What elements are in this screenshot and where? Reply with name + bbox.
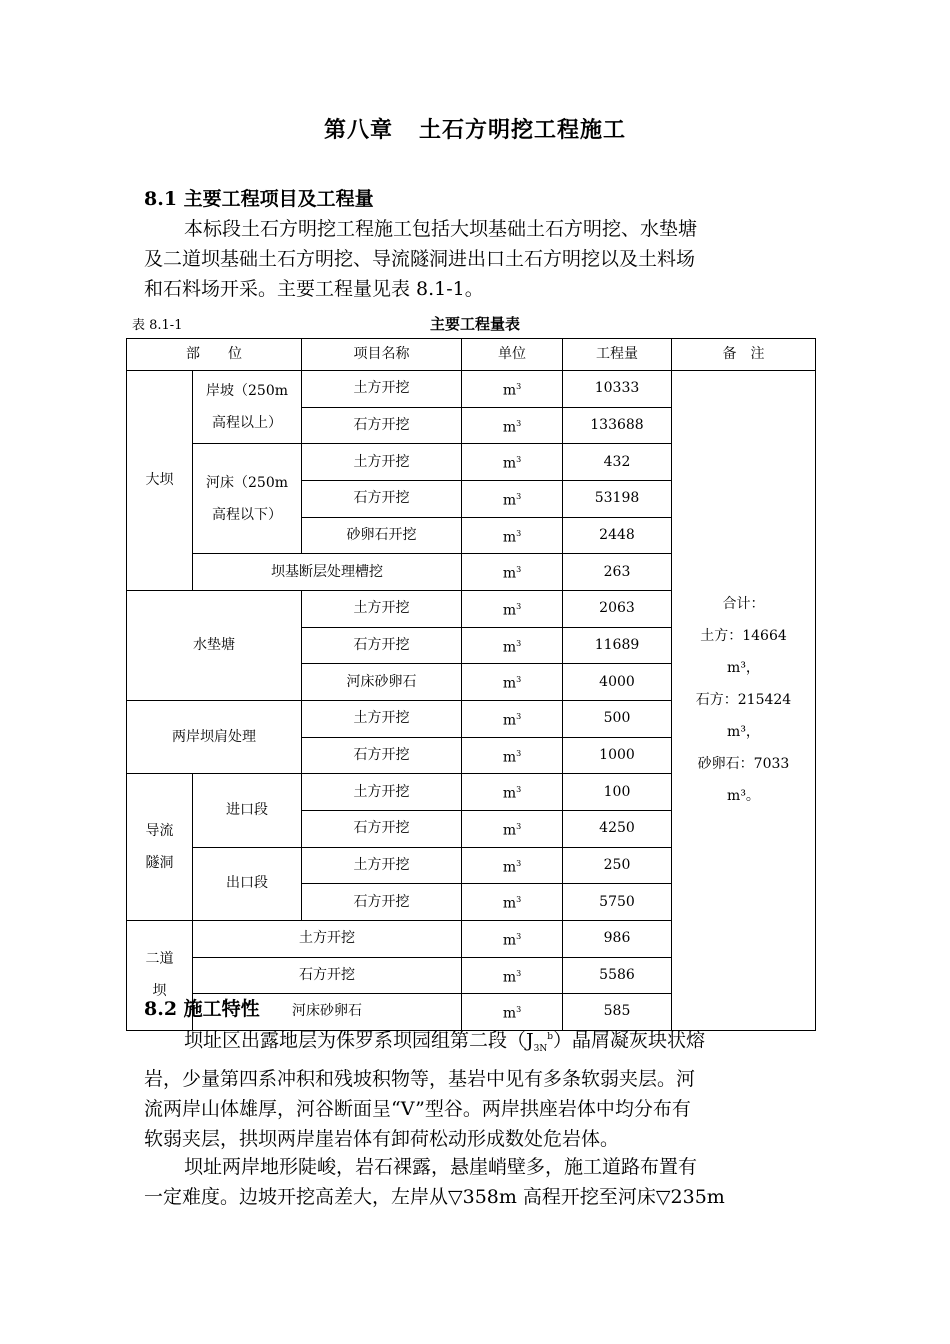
quantity-cell: 53198 (563, 480, 672, 517)
unit-cell (462, 884, 563, 921)
unit-sup: 3 (516, 491, 522, 501)
item-cell: 土方开挖 (302, 847, 462, 884)
header-cell: 工程量 (563, 339, 672, 371)
group-line: 二道 (145, 951, 174, 968)
unit-sup: 3 (516, 821, 522, 831)
unit-text: m (502, 565, 517, 582)
chapter-title (0, 113, 950, 144)
quantity-cell: 432 (563, 444, 672, 481)
unit-cell (462, 920, 563, 957)
unit-sup: 3 (516, 528, 522, 538)
unit-text: m (502, 932, 517, 949)
item-cell: 石方开挖 (302, 884, 462, 921)
header-cell: 单位 (462, 339, 563, 371)
item-cell: 土方开挖 (302, 590, 462, 627)
quantity-cell: 4000 (563, 664, 672, 701)
unit-cell (462, 371, 563, 408)
unit-text: m (502, 749, 517, 766)
unit-sup: 3 (516, 931, 522, 941)
quantity-cell: 500 (563, 700, 672, 737)
group-line: 坝 (152, 983, 167, 1000)
item-cell: 石方开挖 (302, 810, 462, 847)
item-cell: 石方开挖 (193, 957, 462, 994)
unit-cell (462, 700, 563, 737)
group-cell: 水垫塘 (127, 590, 302, 700)
paragraph-line: 一定难度。边坡开挖高差大，左岸从▽358m 高程开挖至河床▽235m (144, 1186, 725, 1208)
unit-sup: 3 (516, 895, 522, 905)
unit-sup: 3 (516, 968, 522, 978)
table-header-row (127, 339, 816, 371)
unit-cell (462, 737, 563, 774)
item-cell: 坝基断层处理槽挖 (193, 554, 462, 591)
section-8-2-heading: 8.2 施工特性 (144, 998, 260, 1020)
subgroup-line: 河床（250m (206, 474, 288, 491)
subgroup-line: 高程以下） (212, 506, 282, 523)
item-cell: 石方开挖 (302, 737, 462, 774)
quantity-table (126, 338, 816, 1031)
quantity-cell: 11689 (563, 627, 672, 664)
item-cell: 土方开挖 (193, 920, 462, 957)
quantity-cell: 5750 (563, 884, 672, 921)
quantity-cell: 5586 (563, 957, 672, 994)
remark-line: m³， (727, 724, 760, 741)
unit-text: m (502, 969, 517, 986)
quantity-cell: 133688 (563, 407, 672, 444)
unit-cell (462, 444, 563, 481)
item-cell: 石方开挖 (302, 627, 462, 664)
remark-line: m³。 (727, 788, 760, 805)
subgroup-cell: 出口段 (193, 847, 302, 920)
section-8-1-heading: 8.1 主要工程项目及工程量 (144, 188, 374, 210)
quantity-cell: 100 (563, 774, 672, 811)
item-cell: 土方开挖 (302, 444, 462, 481)
unit-text: m (502, 1005, 517, 1022)
unit-sup: 3 (516, 675, 522, 685)
section-8-2-paragraph-1 (144, 1022, 808, 1154)
unit-cell (462, 590, 563, 627)
table-label: 表 8.1-1 (132, 318, 183, 333)
remark-line: 砂卵石：7033 (697, 756, 790, 773)
unit-cell (462, 480, 563, 517)
paragraph-line (144, 1022, 808, 1064)
item-cell: 土方开挖 (302, 774, 462, 811)
table-row (127, 371, 816, 408)
remark-cell (672, 371, 816, 1031)
quantity-cell: 10333 (563, 371, 672, 408)
paragraph-line: 岩，少量第四系冲积和残坡积物等，基岩中见有多条软弱夹层。河 (144, 1068, 696, 1091)
item-cell: 石方开挖 (302, 407, 462, 444)
remark-line: m³， (727, 660, 760, 677)
unit-text: m (502, 382, 517, 399)
unit-sup: 3 (516, 382, 522, 391)
header-cell: 部 位 (127, 339, 302, 371)
unit-text: m (502, 675, 517, 692)
paragraph-text: 坝址区出露地层为侏罗系坝园组第二段（J (184, 1029, 534, 1052)
unit-sup: 3 (516, 858, 522, 868)
unit-cell (462, 407, 563, 444)
item-cell: 土方开挖 (302, 700, 462, 737)
subgroup-cell (193, 444, 302, 554)
paragraph-line: 及二道坝基础土石方明挖、导流隧洞进出口土石方明挖以及土料场 (144, 248, 696, 270)
unit-cell (462, 810, 563, 847)
subgroup-line: 高程以上） (212, 415, 282, 432)
unit-text: m (502, 785, 517, 802)
group-cell: 大坝 (127, 371, 193, 591)
subgroup-line: 岸坡（250m (206, 383, 288, 400)
unit-sup: 3 (516, 785, 522, 795)
unit-text: m (502, 455, 517, 472)
unit-sup: 3 (516, 565, 522, 575)
item-cell: 土方开挖 (302, 371, 462, 408)
formation-superscript: b (547, 1032, 553, 1042)
unit-text: m (502, 492, 517, 509)
group-line: 隧洞 (145, 855, 174, 872)
unit-cell (462, 517, 563, 554)
item-cell: 石方开挖 (302, 480, 462, 517)
unit-text: m (502, 859, 517, 876)
unit-text: m (502, 822, 517, 839)
group-line: 导流 (145, 823, 174, 840)
quantity-cell: 2448 (563, 517, 672, 554)
quantity-cell: 1000 (563, 737, 672, 774)
unit-text: m (502, 712, 517, 729)
quantity-cell: 250 (563, 847, 672, 884)
subgroup-cell (193, 371, 302, 444)
header-cell: 项目名称 (302, 339, 462, 371)
remark-line: 石方：215424 (695, 692, 792, 709)
subgroup-cell: 进口段 (193, 774, 302, 847)
quantity-cell: 263 (563, 554, 672, 591)
paragraph-line: 本标段土石方明挖工程施工包括大坝基础土石方明挖、水垫塘 (184, 218, 698, 240)
unit-text: m (502, 529, 517, 546)
unit-cell (462, 627, 563, 664)
item-cell: 砂卵石开挖 (302, 517, 462, 554)
unit-text: m (502, 602, 517, 619)
remark-line: 合计： (722, 596, 765, 613)
paragraph-line: 流两岸山体雄厚，河谷断面呈“V”型谷。两岸拱座岩体中均分布有 (144, 1098, 691, 1121)
unit-cell (462, 774, 563, 811)
unit-sup: 3 (516, 638, 522, 648)
quantity-cell: 2063 (563, 590, 672, 627)
section-8-2-paragraph-2 (144, 1152, 808, 1212)
unit-sup: 3 (516, 455, 522, 465)
paragraph-line: 坝址两岸地形陡峻，岩石裸露，悬崖峭壁多，施工道路布置有 (184, 1156, 698, 1178)
group-cell (127, 774, 193, 921)
unit-sup: 3 (516, 748, 522, 758)
quantity-cell: 986 (563, 920, 672, 957)
quantity-cell: 585 (563, 994, 672, 1031)
unit-sup: 3 (516, 601, 522, 611)
unit-cell (462, 664, 563, 701)
group-cell: 两岸坝肩处理 (127, 700, 302, 773)
remark-line: 土方：14664 (700, 628, 787, 645)
unit-sup: 3 (516, 418, 522, 428)
paragraph-line: 和石料场开采。主要工程量见表 8.1-1。 (144, 278, 484, 300)
unit-cell (462, 847, 563, 884)
paragraph-text: ）晶屑凝灰块状熔 (553, 1029, 706, 1052)
unit-cell (462, 957, 563, 994)
item-cell: 河床砂卵石 (302, 664, 462, 701)
paragraph-line: 软弱夹层，拱坝两岸崖岩体有卸荷松动形成数处危岩体。 (144, 1128, 620, 1151)
formation-subscript: 3N (533, 1044, 548, 1055)
unit-sup: 3 (516, 1005, 522, 1015)
quantity-cell: 4250 (563, 810, 672, 847)
item-cell: 河床砂卵石 (193, 994, 462, 1031)
unit-text: m (502, 639, 517, 656)
unit-text: m (502, 419, 517, 436)
unit-sup: 3 (516, 711, 522, 721)
section-8-1-paragraph (144, 214, 808, 304)
table-title: 主要工程量表 (429, 315, 520, 333)
chapter-number: 第八章 (323, 117, 393, 143)
unit-text: m (502, 895, 517, 912)
header-cell: 备 注 (672, 339, 816, 371)
unit-cell (462, 554, 563, 591)
chapter-name: 土石方明挖工程施工 (419, 117, 627, 143)
